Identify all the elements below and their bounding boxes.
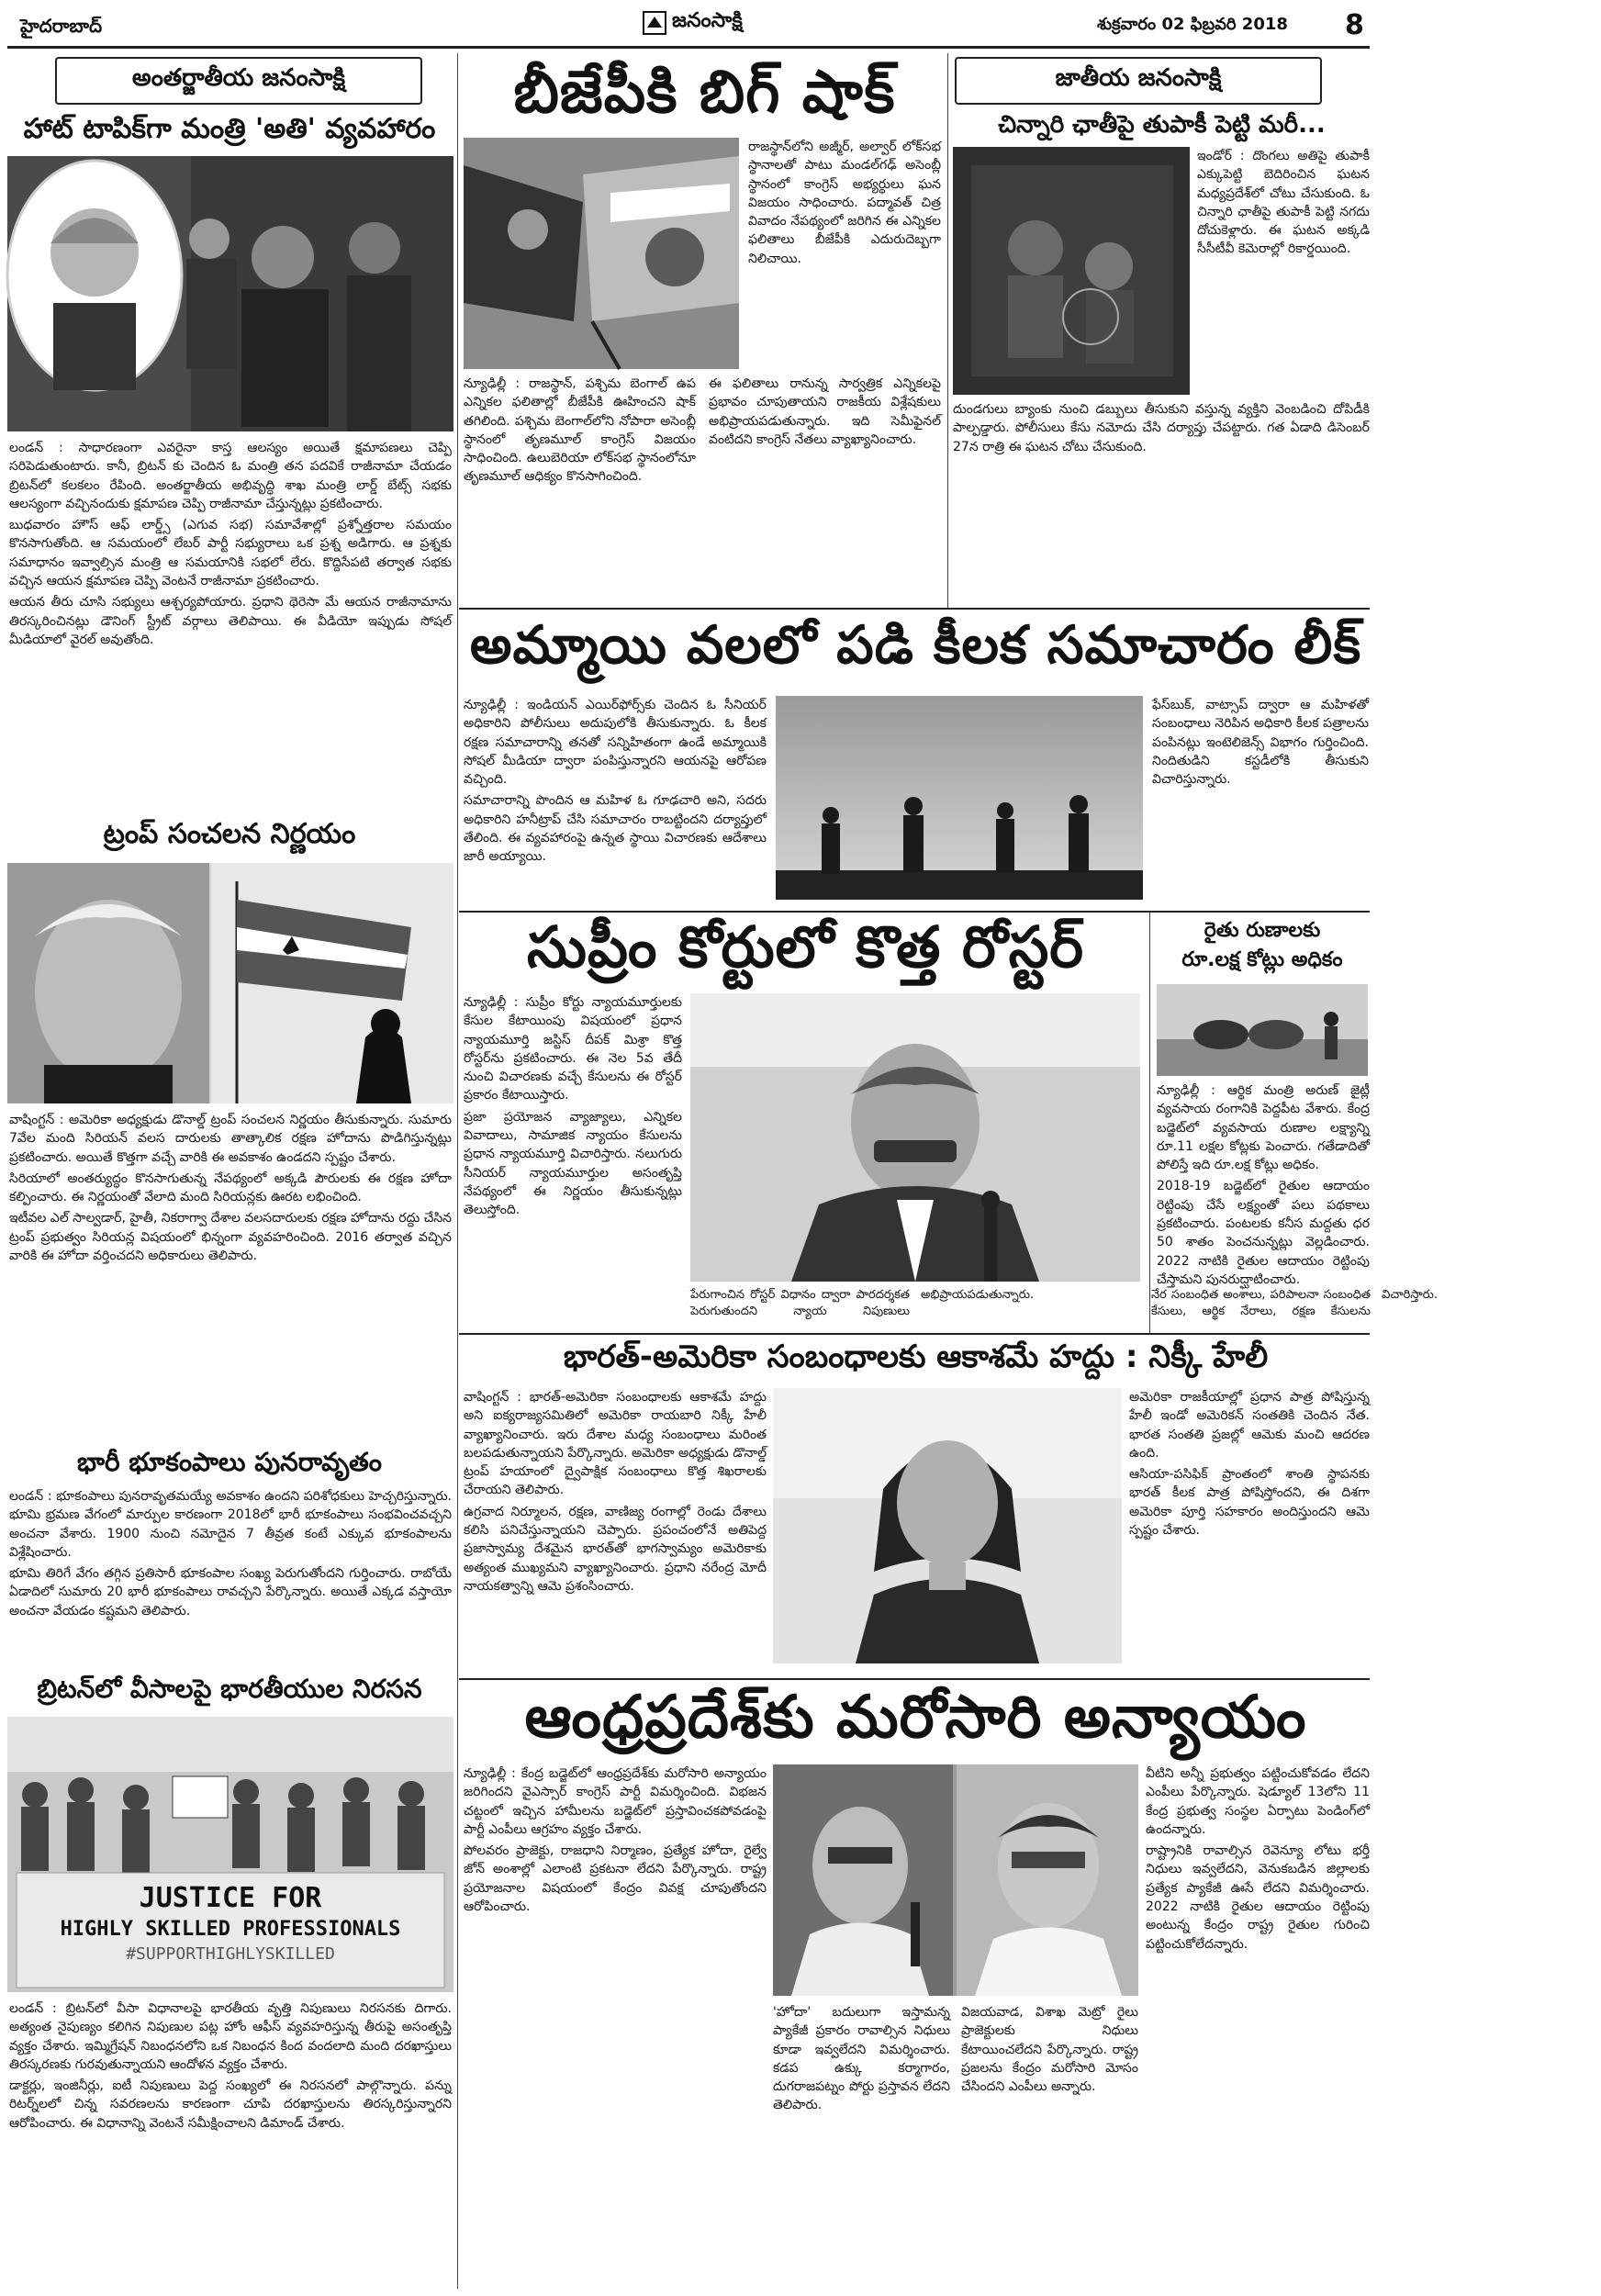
column-divider-left	[457, 53, 458, 2289]
article-nikki-p2: ఉగ్రవాద నిర్మూలన, రక్షణ, వాణిజ్య రంగాల్లో రెండు దేశాలు కలిసి పనిచేస్తున్నాయని చెప్పారు. ప్రపంచంలోనే అతిపెద్ద ప్రజాస్వామ్య దేశమైన భారత్‌తో భాగస్వామ్యం అమెరికాకు అత్యంత ముఖ్యమని వ్యాఖ్యానించారు. ప్రధాని నరేంద్ర మోదీ నాయకత్వాన్ని ఆమె ప్రశంసించారు.	[464, 1504, 767, 1594]
masthead-city: హైదరాబాద్	[20, 15, 103, 37]
article-honeytrap-p3: ఫేస్‌బుక్, వాట్సాప్ ద్వారా ఆ మహిళతో సంబంధాలు నెరిపిన అధికారి కీలక పత్రాలను పంపినట్లు ఇంటెలిజెన్స్ విభాగం గుర్తించింది. నిందితుడిని కస్టడీలోకి తీసుకుని విచారిస్తున్నారు.	[1152, 698, 1369, 788]
article-nikki-right-p2: ఆసియా-పసిఫిక్ ప్రాంతంలో శాంతి స్థాపనకు భారత్ కీలక పాత్ర పోషిస్తోందని, ఈ దిశగా అమెరికా పూర్తి సహకారం అందిస్తుందని ఆమె స్పష్టం చేశారు.	[1129, 1467, 1370, 1539]
article-andhra-right-p2: రాష్ట్రానికి రావాల్సిన రెవెన్యూ లోటు భర్తీ నిధులు ఇవ్వలేదని, వెనుకబడిన జిల్లాలకు ప్రత్యేక ప్యాకేజీ ఊసే లేదని విమర్శించారు. 2022 నాటికి రైతుల ఆదాయం రెట్టింపు అంటున్న కేంద్రం రాష్ట్ర రైతుల గురించి పట్టించుకోలేదన్నారు.	[1146, 1843, 1370, 1952]
article-andhra-right-p1: వీటిని అన్నీ ప్రభుత్వం పట్టించుకోవడం లేదని ఎంపీలు పేర్కొన్నారు. షెడ్యూల్ 13లోని 11 కేంద్ర ప్రభుత్వ సంస్థల ఏర్పాటు పెండింగ్‌లో ఉందన్నారు.	[1146, 1766, 1370, 1837]
honeytrap-photo	[776, 696, 1143, 900]
andhra-photo-illustration	[773, 1764, 1138, 1996]
headline-bjp: బీజేపీకి బిగ్ షాక్	[513, 59, 896, 127]
masthead-rule	[7, 46, 1370, 49]
article-bjp	[464, 375, 941, 606]
paper-name: జనంసాక్షి	[672, 9, 743, 32]
article-nikki-right	[1129, 1388, 1370, 1674]
article-bjp-p2: రాజస్థాన్‌లోని అజ్మీర్, అల్వార్ లోక్‌సభ స్థానాలతో పాటు మండల్‌గఢ్ అసెంబ్లీ స్థానంలో కాంగ్రెస్ అభ్యర్థులు ఘన విజయం సాధించారు. పద్మావత్ చిత్ర వివాదం నేపథ్యంలో జరిగిన ఈ ఎన్నికల ఫలితాలు బీజేపీకి ఎదురుదెబ్బగా నిలిచాయి.	[748, 140, 941, 266]
article-bjp-p1: న్యూఢిల్లీ : రాజస్థాన్, పశ్చిమ బెంగాల్ ఉప ఎన్నికల ఫలితాల్లో బీజేపీకి ఊహించని షాక్ తగిలింది. పశ్చిమ బెంగాల్‌లోని నోపారా అసెంబ్లీ స్థానంలో తృణమూల్ కాంగ్రెస్ విజయం సాధించింది. ఉలుబెరియా లోక్‌సభ స్థానంలోనూ తృణమూల్ ఆధిక్యం కొనసాగించింది.	[464, 376, 696, 485]
article-honeytrap-right	[1152, 696, 1369, 907]
banner-text	[24, 1882, 437, 1964]
rule-andhra-top	[459, 1678, 1370, 1680]
column-divider-farm	[1149, 913, 1150, 1333]
headline-andhra: ఆంధ్రప్రదేశ్‌కు మరోసారి అన్యాయం	[524, 1684, 1307, 1752]
article-nikki	[464, 1388, 767, 1674]
article-nikki-p1: వాషింగ్టన్ : భారత్-అమెరికా సంబంధాలకు ఆకాశమే హద్దు అని ఐక్యరాజ్యసమితిలో అమెరికా రాయబారి నిక్కీ హేలీ వ్యాఖ్యానించారు. ఇరు దేశాల మధ్య సంబంధాలు మరింత బలపడుతున్నాయని పేర్కొన్నారు. అమెరికా అధ్యక్షుడు డొనాల్డ్ ట్రంప్ హయాంలో ద్వైపాక్షిక సంబంధాలు కొత్త శిఖరాలకు చేరాయని తెలిపారు.	[464, 1390, 767, 1498]
rule-supreme-top	[459, 911, 1370, 913]
article-trump-p1: వాషింగ్టన్ : అమెరికా అధ్యక్షుడు డొనాల్డ్ ట్రంప్ సంచలన నిర్ణయం తీసుకున్నారు. సుమారు 7వేల మంది సిరియన్ వలస దారులకు తాత్కాలిక రక్షణ హోదాను పొడిగిస్తున్నట్లు ప్రకటించారు. అయితే కొత్తగా వచ్చే వారికి ఈ అవకాశం ఉండదని స్పష్టం చేశారు.	[9, 1113, 452, 1165]
headline-nikki: భారత్-అమెరికా సంబంధాలకు ఆకాశమే హద్దు : నిక్కీ హేలీ	[563, 1338, 1269, 1375]
honeytrap-photo-illustration	[776, 696, 1143, 900]
article-trump-p3: ఇటీవల ఎల్ సాల్వడార్, హైతీ, నికరాగ్వా దేశాల వలసదారులకు రక్షణ హోదాను రద్దు చేసిన ట్రంప్ ప్రభుత్వం సిరియన్ల విషయంలో భిన్నంగా వ్యవహరించింది. 2016 తర్వాత వచ్చిన వారికి ఈ హోదా వర్తించదని అధికారులు తెలిపారు.	[9, 1211, 452, 1264]
article-earthquakes	[9, 1487, 452, 1669]
article-supreme	[464, 993, 682, 1327]
article-honeytrap-p1: న్యూఢిల్లీ : ఇండియన్ ఎయిర్‌ఫోర్స్‌కు చెందిన ఓ సీనియర్ అధికారిని పోలీసులు అదుపులోకి తీసుకున్నారు. ఓ కీలక రక్షణ సమాచారాన్ని తనతో సన్నిహితంగా ఉండే అమ్మాయికి సోషల్ మీడియా ద్వారా పంపిస్తున్నారని ఆయనపై ఆరోపణ వచ్చింది.	[464, 698, 767, 788]
supreme-photo	[690, 993, 1140, 1282]
article-child	[953, 400, 1370, 604]
article-honeytrap	[464, 696, 767, 907]
headline-honeytrap: అమ్మాయి వలలో పడి కీలక సమాచారం లీక్	[469, 615, 1362, 676]
article-bjp-p3: ఈ ఫలితాలు రానున్న సార్వత్రిక ఎన్నికలపై ప్రభావం చూపుతాయని రాజకీయ విశ్లేషకులు అభిప్రాయపడుతున్నారు. ఇది సెమీఫైనల్ వంటిదని కాంగ్రెస్ నేతలు వ్యాఖ్యానించారు.	[709, 376, 941, 447]
article-supreme-caption	[690, 1287, 1439, 1331]
article-minister-p3: ఆయన తీరు చూసి సభ్యులు ఆశ్చర్యపోయారు. ప్రధాని థెరెసా మే ఆయన రాజీనామాను తిరస్కరించినట్లు డౌనింగ్ స్ట్రీట్ వర్గాలు తెలిపాయి. ఈ వీడియో ఇప్పుడు సోషల్ మీడియాలో వైరల్ అవుతోంది.	[9, 595, 452, 647]
trump-photo	[7, 863, 453, 1103]
article-britain-p2: డాక్టర్లు, ఇంజినీర్లు, ఐటీ నిపుణులు పెద్ద సంఖ్యలో ఈ నిరసనలో పాల్గొన్నారు. పన్ను రిటర్న్‌లలో చిన్న సవరణలను కారణంగా చూపి దరఖాస్తులను తిరస్కరిస్తున్నారని ఆరోపించారు. ఈ విధానాన్ని వెంటనే సమీక్షించాలని డిమాండ్ చేశారు.	[9, 2078, 452, 2131]
banner-line3: #SUPPORTHIGHLYSKILLED	[126, 1944, 335, 1964]
headline-earthquakes: భారీ భూకంపాలు పునరావృతం	[76, 1447, 383, 1477]
article-supreme-p2: ప్రజా ప్రయోజన వ్యాజ్యాలు, ఎన్నికల వివాదాలు, సామాజిక న్యాయం కేసులను ప్రధాన న్యాయమూర్తి విచారిస్తారు. నలుగురు సీనియర్ న్యాయమూర్తుల అసంతృప్తి నేపథ్యంలో ఈ నిర్ణయం తీసుకున్నట్లు తెలుస్తోంది.	[464, 1109, 682, 1218]
bjp-photo-illustration	[464, 138, 739, 369]
headline-farm-1: రైతు రుణాలకు	[1204, 919, 1321, 942]
article-supreme-p1: న్యూఢిల్లీ : సుప్రీం కోర్టు న్యాయమూర్తులకు కేసుల కేటాయింపు విషయంలో ప్రధాన న్యాయమూర్తి జస్టిస్ దీపక్ మిశ్రా కొత్త రోస్టర్‌ను ప్రకటించారు. ఈ నెల 5వ తేదీ నుంచి విచారణకు వచ్చే కేసులను ఈ రోస్టర్ ప్రకారం కేటాయిస్తారు.	[464, 995, 682, 1103]
article-trump-p2: సిరియాలో అంతర్యుద్ధం కొనసాగుతున్న నేపథ్యంలో అక్కడి పౌరులకు ఈ రక్షణ హోదా కల్పించారు. ఈ నిర్ణయంతో వేలాది మంది సిరియన్లకు ఊరట లభించింది.	[9, 1170, 452, 1205]
section-international: అంతర్జాతీయ జనంసాక్షి	[55, 57, 422, 105]
article-britain-p1: లండన్ : బ్రిటన్‌లో వీసా విధానాలపై భారతీయ వృత్తి నిపుణులు నిరసనకు దిగారు. అత్యంత నైపుణ్యం కలిగిన నిపుణుల పట్ల హోం ఆఫీస్ వ్యవహరిస్తున్న తీరుపై అసంతృప్తి వ్యక్తం చేశారు. ఇమ్మిగ్రేషన్ నిబంధనలోని ఒక నిబంధన కింద వందలాది మంది దరఖాస్తులు తిరస్కరణకు గురవుతున్నాయని ఆందోళన వ్యక్తం చేశారు.	[9, 2001, 452, 2072]
minister-photo	[7, 156, 453, 431]
andhra-photo	[773, 1764, 1138, 1996]
article-farm-p2: 2018-19 బడ్జెట్‌లో రైతుల ఆదాయం రెట్టింపు చేసే లక్ష్యంతో పలు పథకాలు ప్రకటించారు. పంటలకు కనీస మద్దతు ధర 50 శాతం పెంచనున్నట్లు వెల్లడించారు. 2022 నాటికి రైతుల ఆదాయం రెట్టింపు చేస్తామని పునరుద్ఘాటించారు.	[1157, 1179, 1370, 1287]
article-andhra-mid-p2: విజయవాడ, విశాఖ మెట్రో రైలు ప్రాజెక్టులకు నిధులు కేటాయించలేదని పేర్కొన్నారు. రాష్ట్ర ప్రజలను కేంద్రం మరోసారి మోసం చేసిందని ఎంపీలు అన్నారు.	[961, 2005, 1138, 2095]
article-child-p1: ఇండోర్ : దొంగలు అతిపై తుపాకీ ఎక్కుపెట్టి బెదిరించిన ఘటన మధ్యప్రదేశ్‌లో చోటు చేసుకుంది. ఓ చిన్నారి ఛాతీపై తుపాకీ పెట్టి నగదు దోచుకెళ్లారు. ఈ ఘటన అక్కడి సీసీటీవీ కెమెరాల్లో రికార్డయింది.	[1197, 149, 1370, 257]
supreme-photo-illustration	[690, 993, 1140, 1282]
headline-minister: హాట్ టాపిక్‌గా మంత్రి 'అతి' వ్యవహారం	[23, 113, 436, 145]
article-child-p2: దుండగులు బ్యాంకు నుంచి డబ్బులు తీసుకుని వస్తున్న వ్యక్తిని వెంబడించి దోపిడీకి పాల్పడ్డారు. పోలీసులు కేసు నమోదు చేసి దర్యాప్తు చేపట్టారు. గత ఏడాది డిసెంబర్ 27న రాత్రి ఈ ఘటన చోటు చేసుకుంది.	[953, 402, 1370, 454]
rule-honeytrap-top	[459, 608, 1370, 610]
column-divider-mid	[947, 53, 948, 608]
article-bjp-right	[748, 138, 941, 369]
article-supreme-right-p2: నేర సంబంధిత అంశాలు, పరిపాలనా సంబంధిత కేసులు, ఆర్థిక నేరాలు, రక్షణ కేసులను విచారిస్తారు.	[1151, 1288, 1439, 1319]
farm-photo-illustration	[1157, 984, 1368, 1076]
nikki-photo-illustration	[773, 1388, 1122, 1663]
article-farm-p1: న్యూఢిల్లీ : ఆర్థిక మంత్రి అరుణ్ జైట్లీ వ్యవసాయ రంగానికి పెద్దపీట వేశారు. కేంద్ర బడ్జెట్‌లో వ్యవసాయ రుణాల లక్ష్యాన్ని రూ.11 లక్షల కోట్లకు పెంచారు. గతేడాదితో పోలిస్తే ఇది రూ.లక్ష కోట్లు అధికం.	[1157, 1083, 1370, 1173]
nikki-photo	[773, 1388, 1122, 1663]
article-earthquakes-p1: లండన్ : భూకంపాలు పునరావృతమయ్యే అవకాశం ఉందని పరిశోధకులు హెచ్చరిస్తున్నారు. భూమి భ్రమణ వేగంలో మార్పుల కారణంగా 2018లో భారీ భూకంపాలు సంభవించవచ్చని అంచనా వేశారు. 1900 నుంచి నమోదైన 7 తీవ్రత కంటే ఎక్కువ భూకంపాలను విశ్లేషించారు.	[9, 1489, 452, 1560]
rule-nikki-top	[459, 1333, 1370, 1335]
article-child-right	[1197, 147, 1370, 395]
trump-photo-illustration	[7, 863, 453, 1103]
headline-farm-2: రూ.లక్ష కోట్లు అధికం	[1181, 948, 1343, 971]
britain-photo	[7, 1717, 453, 1992]
article-minister-p2: బుధవారం హౌస్ ఆఫ్ లార్డ్స్ (ఎగువ సభ) సమావేశాల్లో ప్రశ్నోత్తరాల సమయం కొనసాగుతోంది. ఆ సమయంలో లేబర్ పార్టీ సభ్యురాలు ఒక ప్రశ్న అడిగారు. ఆ ప్రశ్నకు సమాధానం ఇవ్వాల్సిన మంత్రి ఆ సమయానికి సభలో లేరు. కొద్దిసేపటి తర్వాత సభకు వచ్చిన ఆయన క్షమాపణ చెప్పి వెంటనే రాజీనామా ప్రకటించారు.	[9, 518, 452, 589]
headline-britain: బ్రిటన్‌లో వీసాలపై భారతీయుల నిరసన	[37, 1674, 422, 1704]
page-number: 8	[1345, 9, 1364, 41]
article-trump	[9, 1111, 452, 1441]
article-earthquakes-p2: భూమి తిరిగే వేగం తగ్గిన ప్రతిసారీ భూకంపాల సంఖ్య పెరుగుతోందని గుర్తించారు. రాబోయే ఏడాదిలో సుమారు 20 భారీ భూకంపాలు రావచ్చని పేర్కొన్నారు. అయితే ఎక్కడ వస్తాయో అంచనా వేయడం కష్టమని తెలిపారు.	[9, 1566, 452, 1618]
minister-photo-illustration	[7, 156, 453, 431]
banner-line1: JUSTICE FOR	[139, 1882, 322, 1914]
headline-child: చిన్నారి ఛాతీపై తుపాకీ పెట్టి మరీ...	[998, 111, 1326, 139]
article-andhra-mid-p1: 'హోదా' బదులుగా ఇస్తామన్న ప్యాకేజీ ప్రకారం రావాల్సిన నిధులు కూడా ఇవ్వలేదని విమర్శించారు. కడప ఉక్కు కర్మాగారం, దుగరాజపట్నం పోర్టు ప్రస్తావన లేదని తెలిపారు.	[773, 2005, 950, 2113]
article-andhra-mid	[773, 2003, 1138, 2286]
farm-photo	[1157, 984, 1368, 1076]
article-andhra-right	[1146, 1764, 1370, 2286]
article-andhra-p1: న్యూఢిల్లీ : కేంద్ర బడ్జెట్‌లో ఆంధ్రప్రదేశ్‌కు మరోసారి అన్యాయం జరిగిందని వైఎస్సార్ కాంగ్రెస్ పార్టీ విమర్శించింది. విభజన చట్టంలో ఇచ్చిన హామీలను బడ్జెట్‌లో ప్రస్తావించకపోవడంపై పార్టీ ఎంపీలు ఆగ్రహం వ్యక్తం చేశారు.	[464, 1766, 767, 1837]
article-honeytrap-p2: సమాచారాన్ని పొందిన ఆ మహిళ ఓ గూఢచారి అని, సదరు అధికారిని హనీట్రాప్ చేసి సమాచారం రాబట్టిందని దర్యాప్తులో తేలింది. ఈ వ్యవహారంపై ఉన్నత స్థాయి విచారణకు ఆదేశాలు జారీ అయ్యాయి.	[464, 793, 767, 865]
article-minister	[9, 439, 452, 815]
banner-line2: HIGHLY SKILLED PROFESSIONALS	[60, 1918, 401, 1941]
article-andhra-p2: పోలవరం ప్రాజెక్టు, రాజధాని నిర్మాణం, ప్రత్యేక హోదా, రైల్వే జోన్ అంశాల్లో ఎలాంటి ప్రకటనా లేదని పేర్కొన్నారు. రాష్ట్ర ప్రయోజనాల విషయంలో కేంద్రం వివక్ష చూపుతోందని ఆరోపించారు.	[464, 1843, 767, 1915]
article-farm	[1157, 1081, 1370, 1327]
masthead-date: శుక్రవారం 02 ఫిబ్రవరి 2018	[1097, 15, 1288, 34]
article-britain	[9, 1999, 452, 2286]
child-photo-illustration	[953, 147, 1190, 395]
logo-icon	[643, 11, 666, 35]
bjp-photo	[464, 138, 739, 369]
headline-supreme: సుప్రీం కోర్టులో కొత్త రోస్టర్	[526, 913, 1085, 980]
masthead-logo	[643, 9, 743, 37]
article-minister-p1: లండన్ : సాధారణంగా ఎవరైనా కాస్త ఆలస్యం అయితే క్షమాపణలు చెప్పి సరిపెడుతుంటారు. కానీ, బ్రిటన్ కు చెందిన ఓ మంత్రి తన పదవికే రాజీనామా చేయడం బ్రిటన్‌లో కలకలం రేపింది. అంతర్జాతీయ అభివృద్ధి శాఖ మంత్రి లార్డ్ బేట్స్ సభకు ఆలస్యంగా వచ్చినందుకు క్షమాపణ చెప్పి రాజీనామా చేస్తున్నట్లు ప్రకటించారు.	[9, 441, 452, 511]
article-nikki-right-p1: అమెరికా రాజకీయాల్లో ప్రధాన పాత్ర పోషిస్తున్న హేలీ ఇండో అమెరికన్ సంతతికి చెందిన నేత. భారత సంతతి ప్రజల్లో ఆమెకు మంచి ఆదరణ ఉంది.	[1129, 1390, 1370, 1461]
article-supreme-right-p1: పేరుగాంచిన రోస్టర్ విధానం ద్వారా పారదర్శకత పెరుగుతుందని న్యాయ నిపుణులు అభిప్రాయపడుతున్నారు.	[690, 1288, 1035, 1319]
section-national: జాతీయ జనంసాక్షి	[955, 57, 1322, 105]
article-andhra	[464, 1764, 767, 2286]
child-photo	[953, 147, 1190, 395]
headline-trump: ట్రంప్ సంచలన నిర్ణయం	[103, 818, 356, 850]
